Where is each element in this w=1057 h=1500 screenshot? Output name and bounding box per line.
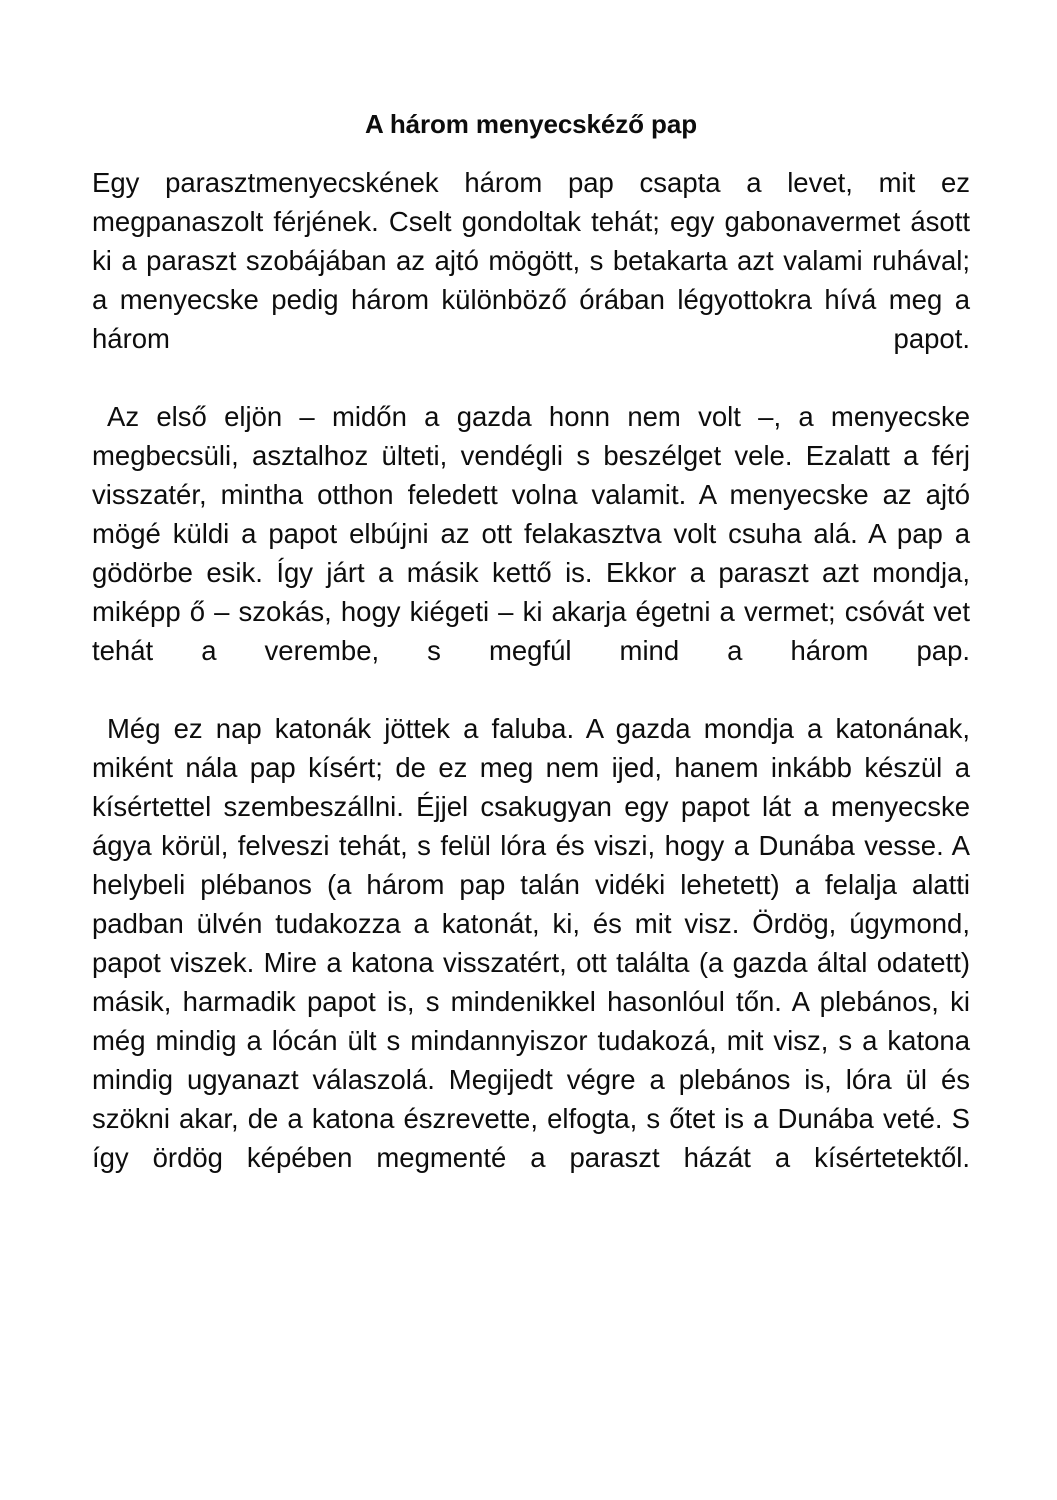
page-title: A három menyecskéző pap [365,109,697,140]
paragraph-2: Az első eljön – midőn a gazda honn nem volt –, a menyecske megbecsüli, asztalhoz ülteti, vendégli s beszélget vele. Ezalatt a férj visszatér, mintha otthon feledett volna valamit. A menyecske az ajtó mögé küldi a papot elbújni az ott felakasztva volt csuha alá. A pap a gödörbe esik. Így járt a másik kettő is. Ekkor a paraszt azt mondja, miképp ő – szokás, hogy kiégeti – ki akarja égetni a vermet; csóvát vet tehát a verembe, s megfúl mind a három pap. [92,401,970,666]
paragraph-1: Egy parasztmenyecskének három pap csapta a levet, mit ez megpanaszolt férjének. Cselt gondoltak tehát; egy gabonavermet ásott ki a paraszt szobájában az ajtó mögött, s betakarta azt valami ruhával; a menyecske pedig három különböző órában légyottokra hívá meg a három papot. [92,167,970,354]
document-body [92,163,970,1216]
paragraph-3: Még ez nap katonák jöttek a faluba. A gazda mondja a katonának, miként nála pap kísért; de ez meg nem ijed, hanem inkább készül a kísértettel szembeszállni. Éjjel csakugyan egy papot lát a menyecske ágya körül, felveszi tehát, s felül lóra és viszi, hogy a Dunába vesse. A helybeli plébanos (a három pap talán vidéki lehetett) a felalja alatti padban ülvén tudakozza a katonát, ki, és mit visz. Ördög, úgymond, papot viszek. Mire a katona visszatért, ott találta (a gazda által odatett) másik, harmadik papot is, s mindenikkel hasonlóul tőn. A plebános, ki még mindig a lócán ült s mindannyiszor tudakozá, mit visz, s a katona mindig ugyanazt válaszolá. Megijedt végre a plebános is, lóra ül és szökni akar, de a katona észrevette, elfogta, s őtet is a Dunába veté. S így ördög képében megmenté a paraszt házát a kísértetektől. [92,713,970,1173]
